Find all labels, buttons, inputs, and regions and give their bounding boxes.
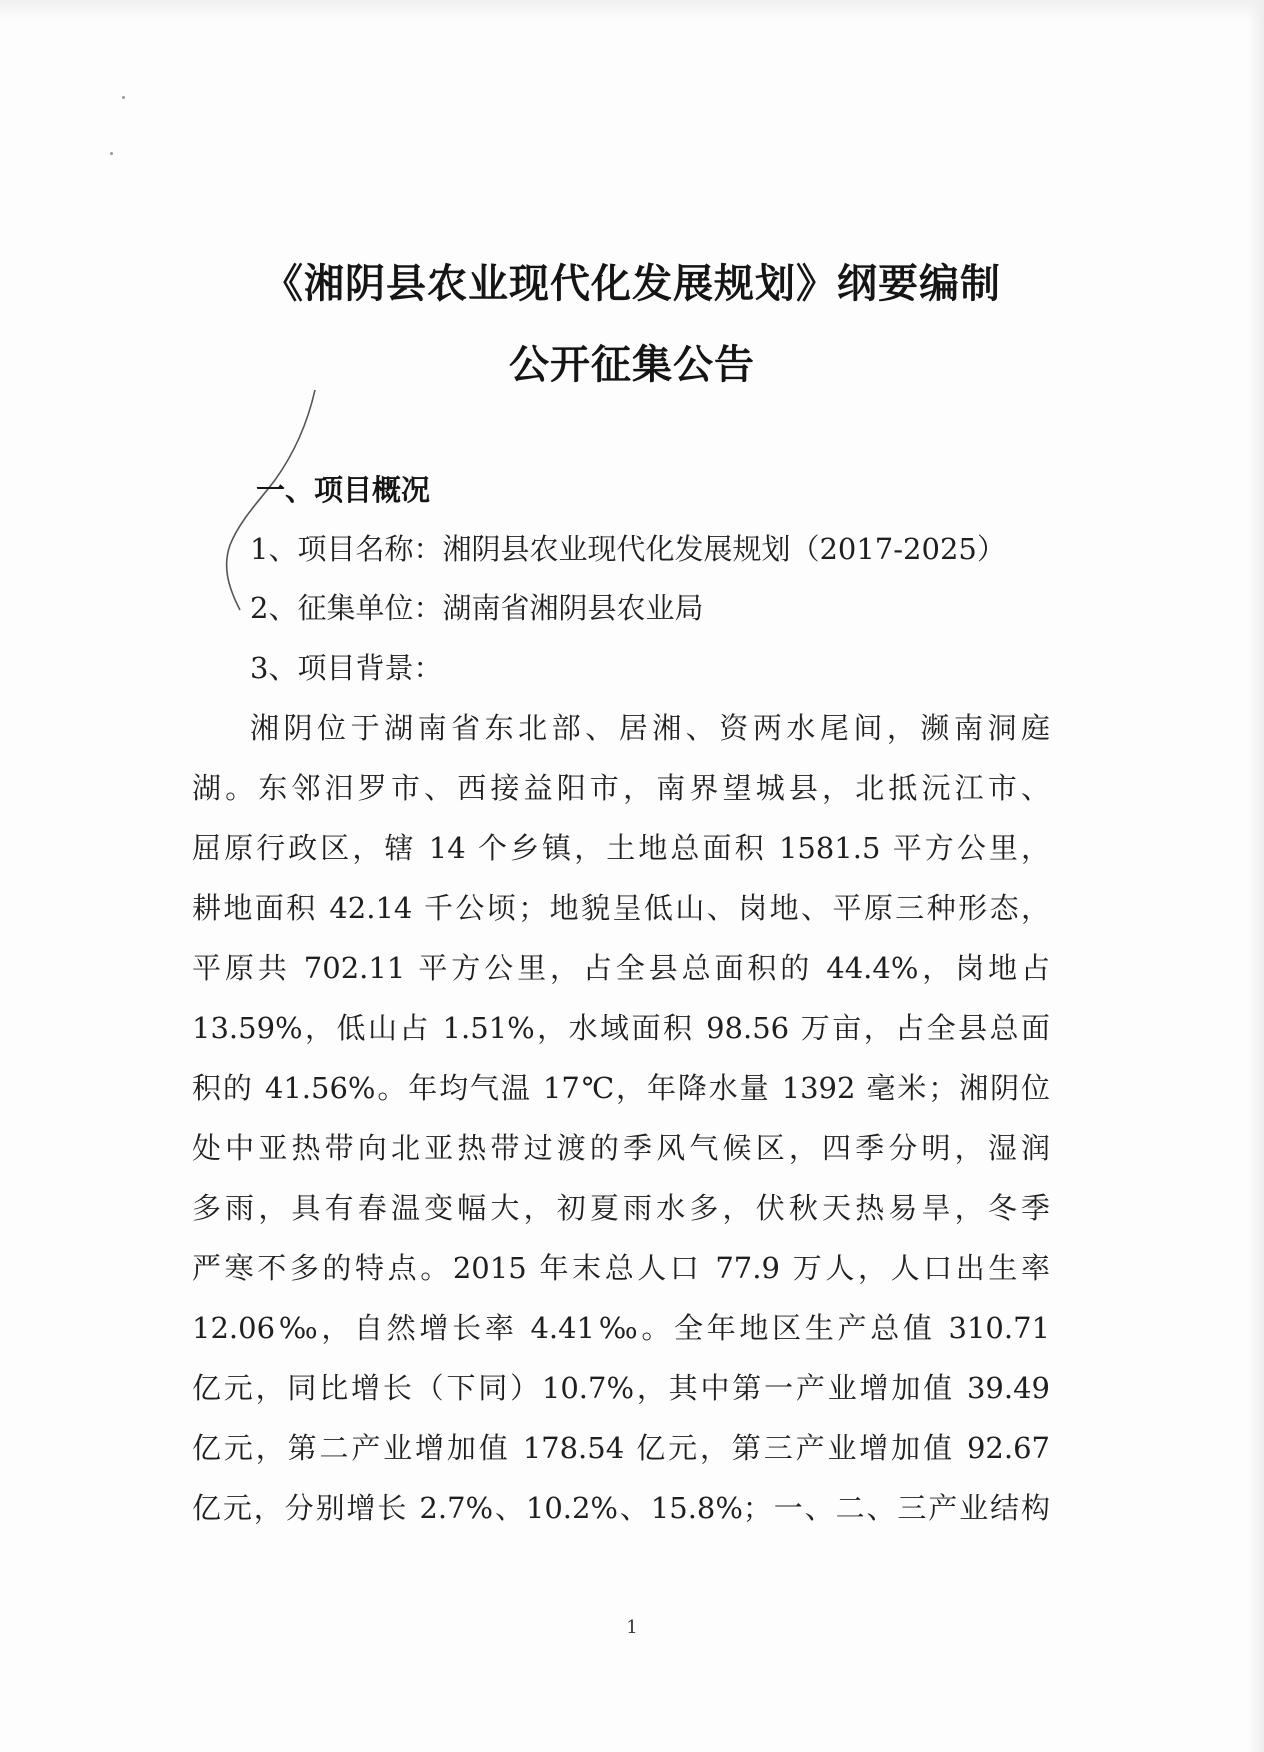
scan-edge-top [0, 0, 1264, 22]
paragraph-line: 处中亚热带向北亚热带过渡的季风气候区，四季分明，湿润 [192, 1131, 1050, 1165]
scan-speck [110, 152, 113, 155]
document-title-line-2: 公开征集公告 [509, 342, 755, 388]
paragraph-line: 耕地面积 42.14 千公顷；地貌呈低山、岗地、平原三种形态， [192, 891, 1050, 925]
paragraph-line: 亿元，分别增长 2.7%、10.2%、15.8%；一、二、三产业结构 [192, 1491, 1050, 1525]
paragraph-line: 湘阴位于湖南省东北部、居湘、资两水尾间，濒南洞庭 [250, 711, 1050, 745]
paragraph-line: 屈原行政区，辖 14 个乡镇，土地总面积 1581.5 平方公里， [192, 831, 1050, 865]
paragraph-line: 亿元，同比增长（下同）10.7%，其中第一产业增加值 39.49 [192, 1371, 1050, 1405]
section-heading: 一、项目概况 [256, 473, 431, 507]
paragraph-line: 湖。东邻汨罗市、西接益阳市，南界望城县，北抵沅江市、 [192, 771, 1050, 805]
item-project-background: 3、项目背景： [250, 651, 443, 685]
paragraph-line: 多雨，具有春温变幅大，初夏雨水多，伏秋天热易旱，冬季 [192, 1191, 1050, 1225]
paragraph-line: 12.06‰，自然增长率 4.41‰。全年地区生产总值 310.71 [192, 1311, 1050, 1345]
scan-edge-right [1248, 0, 1264, 1752]
paragraph-line: 严寒不多的特点。2015 年末总人口 77.9 万人，人口出生率 [192, 1251, 1050, 1285]
item-collecting-unit: 2、征集单位：湖南省湘阴县农业局 [250, 591, 704, 625]
item-project-name: 1、项目名称：湘阴县农业现代化发展规划（2017-2025） [250, 532, 1006, 566]
scan-speck [122, 96, 125, 99]
paragraph-line: 平原共 702.11 平方公里，占全县总面积的 44.4%，岗地占 [192, 951, 1050, 985]
paragraph-line: 积的 41.56%。年均气温 17℃，年降水量 1392 毫米；湘阴位 [192, 1071, 1050, 1105]
page-number: 1 [626, 1617, 638, 1638]
document-title-line-1: 《湘阴县农业现代化发展规划》纲要编制 [263, 261, 1001, 307]
paragraph-line: 13.59%，低山占 1.51%，水域面积 98.56 万亩，占全县总面 [192, 1011, 1050, 1045]
paragraph-line: 亿元，第二产业增加值 178.54 亿元，第三产业增加值 92.67 [192, 1431, 1050, 1465]
